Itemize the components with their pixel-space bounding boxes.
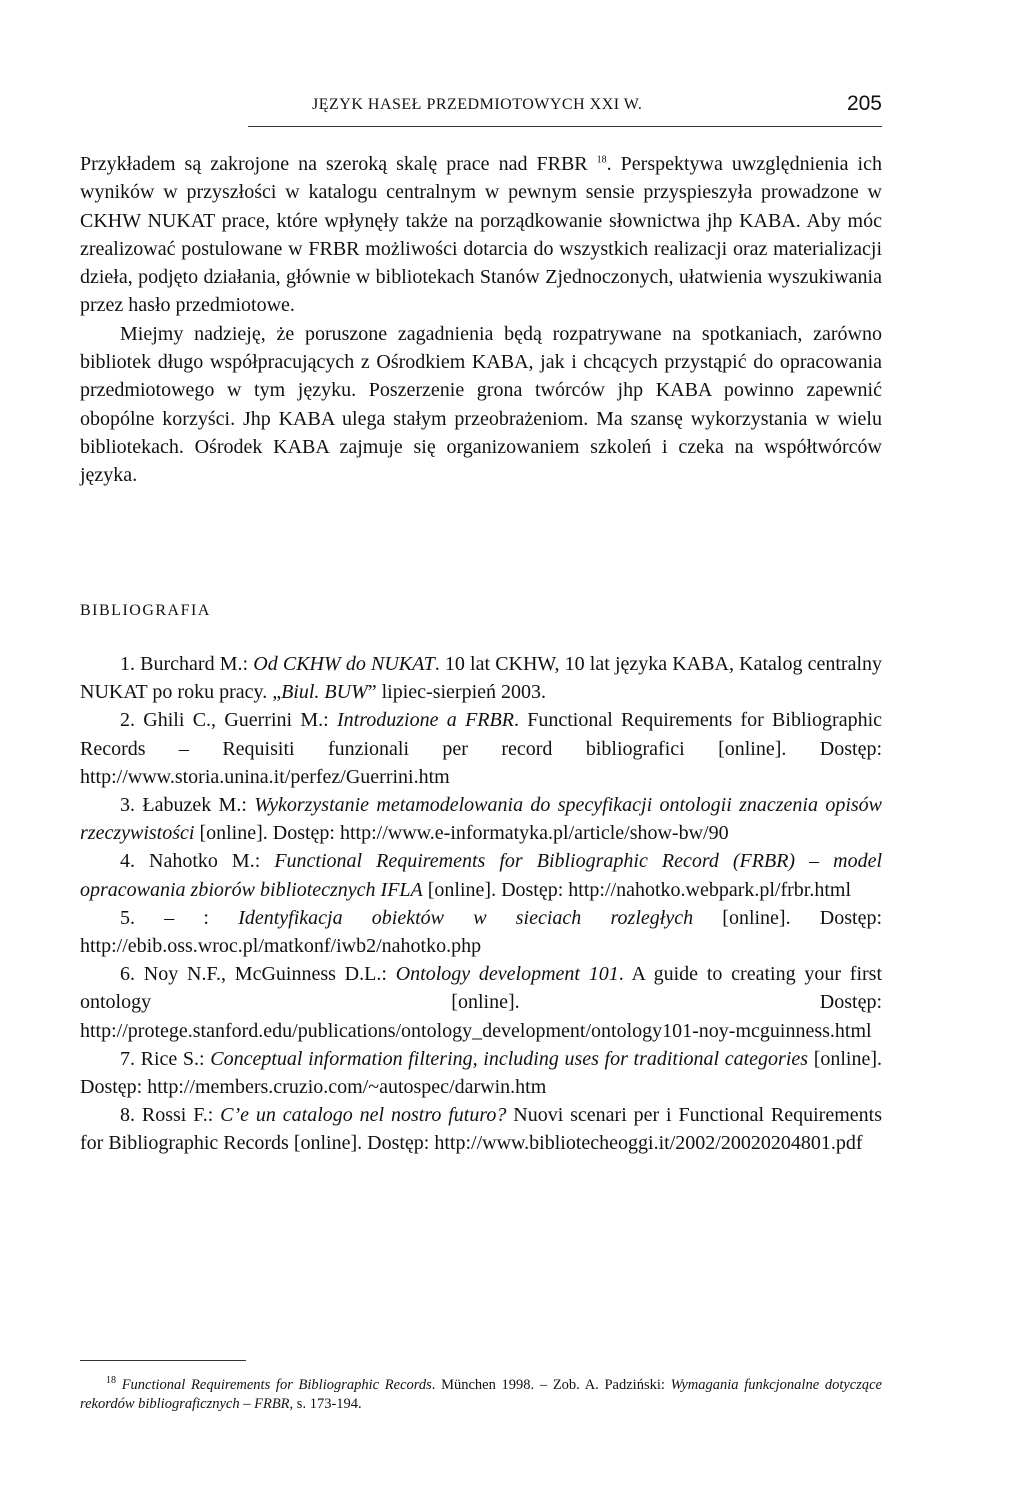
footnote-marker: 18 — [106, 1375, 116, 1387]
footnote-rule — [80, 1360, 246, 1361]
bib-rest: . A guide to creating your first ontology [online]. Dostęp: http://protege.stanford.edu/publications/ontology_development/ontology101-noy-mcguinness.html — [80, 963, 883, 1042]
bib-rest: Nuovi scenari per i Functional Requirements for Bibliographic Records [online]. Dostęp: http://www.bibliotecheoggi.it/2002/20020204801.pdf — [80, 1104, 882, 1155]
bib-title: Conceptual information filtering, including uses for traditional categories — [210, 1047, 809, 1070]
bib-num: 8. — [120, 1104, 135, 1127]
bib-title: Od CKHW do NUKAT — [253, 653, 435, 675]
bib-entry-7 — [80, 1045, 882, 1101]
bib-num: 1. — [120, 653, 135, 675]
bibliography-list — [80, 650, 882, 1158]
bib-num: 6. — [120, 963, 135, 986]
bib-title: C’e un catalogo nel nostro futuro? — [220, 1104, 507, 1127]
bibliography-heading: BIBLIOGRAFIA — [80, 602, 211, 619]
footnote-title-2: Wymagania funkcjonalne dotyczące rekordów bibliograficznych – FRBR — [80, 1377, 882, 1412]
bib-title: Functional Requirements for Bibliographic Record (FRBR) – model opracowania zbiorów bibliotecznych IFLA — [80, 850, 883, 901]
bib-entry-6 — [80, 960, 882, 1045]
bib-title: Ontology development 101 — [395, 963, 619, 986]
paragraph-1 — [80, 150, 882, 320]
header-rule — [248, 126, 882, 127]
bib-rest: [online]. Dostęp: http://www.e-informatyka.pl/article/show-bw/90 — [194, 822, 729, 845]
bib-author: Łabuzek M.: — [142, 794, 247, 817]
bib-title: Introduzione a FRBR — [337, 709, 514, 732]
footnote-18 — [80, 1376, 882, 1414]
footnote-title: Functional Requirements for Bibliographic Records — [121, 1377, 432, 1393]
paragraph-1-rest: . Perspektywa uwzględnienia ich wyników w przyszłości w katalogu centralnym w pewnym sensie przyspieszyła prowadzone w CKHW NUKAT prace, które wpłynęły także na porządkowanie słownictwa jhp KABA. Aby móc zrealizować postulowane w FRBR możliwości dotarcia do wszystkich realizacji oraz materializacji dzieła, podjęto działania, głównie w bibliotekach Stanów Zjednoczonych, ułatwienia wyszukiwania przez hasło przedmiotowe. — [80, 153, 882, 317]
bib-title: Wykorzystanie metamodelowania do specyfikacji ontologii znaczenia opisów rzeczywistości — [80, 794, 883, 845]
running-head — [80, 92, 882, 122]
bib-rest: . Functional Requirements for Bibliographic Records – Requisiti funzionali per record bibliografici [online]. Dostęp: http://www.storia.unina.it/perfez/Guerrini.htm — [80, 709, 883, 788]
bib-entry-3 — [80, 791, 882, 847]
bib-author: Noy N.F., McGuinness D.L.: — [143, 963, 387, 986]
bib-title-2: Biul. BUW — [281, 681, 368, 704]
bib-author: Ghili C., Guerrini M.: — [143, 709, 329, 732]
bib-entry-4 — [80, 847, 882, 903]
bib-author: Nahotko M.: — [149, 850, 261, 873]
bib-entry-5 — [80, 904, 882, 960]
body-text — [80, 150, 882, 490]
footnote-text-1: . München 1998. – Zob. A. Padziński: — [431, 1377, 671, 1393]
bib-rest: [online]. Dostęp: http://nahotko.webpark.pl/frbr.html — [422, 878, 852, 901]
page-number: 205 — [846, 92, 882, 115]
bib-author: Rossi F.: — [141, 1104, 214, 1127]
bib-num: 7. — [120, 1047, 135, 1070]
bib-rest: . 10 lat CKHW, 10 lat języka KABA, Katalog centralny NUKAT po roku pracy. „ — [80, 653, 883, 704]
paragraph-2: Miejmy nadzieję, że poruszone zagadnienia będą rozpatrywane na spotkaniach, zarówno bibliotek długo współpracujących z Ośrodkiem KABA, jak i chcących przystąpić do opracowania przedmiotowego w tym języku. Poszerzenie grona twórców jhp KABA powinno zapewnić obopólne korzyści. Jhp KABA ulega stałym przeobrażeniom. Ma szansę wykorzystania w wielu bibliotekach. Ośrodek KABA zajmuje się organizowaniem szkoleń i czeka na współtwórców języka. — [80, 322, 882, 487]
bib-num: 3. — [120, 794, 135, 817]
bib-author: – : — [164, 906, 209, 929]
bib-rest: [online]. Dostęp: http://ebib.oss.wroc.pl/matkonf/iwb2/nahotko.php — [80, 906, 883, 958]
bib-rest-2: ” lipiec-sierpień 2003. — [367, 681, 547, 704]
bib-entry-2 — [80, 706, 882, 791]
footnote — [80, 1376, 882, 1414]
bib-num: 4. — [120, 850, 135, 873]
bib-title: Identyfikacja obiektów w sieciach rozległych — [238, 906, 694, 929]
footnote-text-2: , s. 173-194. — [289, 1396, 362, 1412]
bib-entry-8 — [80, 1101, 882, 1157]
bib-rest: [online]. Dostęp: http://members.cruzio.com/~autospec/darwin.htm — [80, 1047, 883, 1099]
bib-author: Rice S.: — [140, 1047, 205, 1070]
bib-num: 5. — [120, 906, 135, 929]
footnote-ref: 18 — [596, 154, 607, 166]
paragraph-1-start: Przykładem są zakrojone na szeroką skalę prace nad FRBR — [80, 153, 588, 175]
bib-entry-1 — [80, 650, 882, 706]
bib-author: Burchard M.: — [140, 653, 249, 675]
running-head-title: JĘZYK HASEŁ PRZEDMIOTOWYCH XXI W. — [312, 96, 643, 113]
bib-num: 2. — [120, 709, 135, 732]
